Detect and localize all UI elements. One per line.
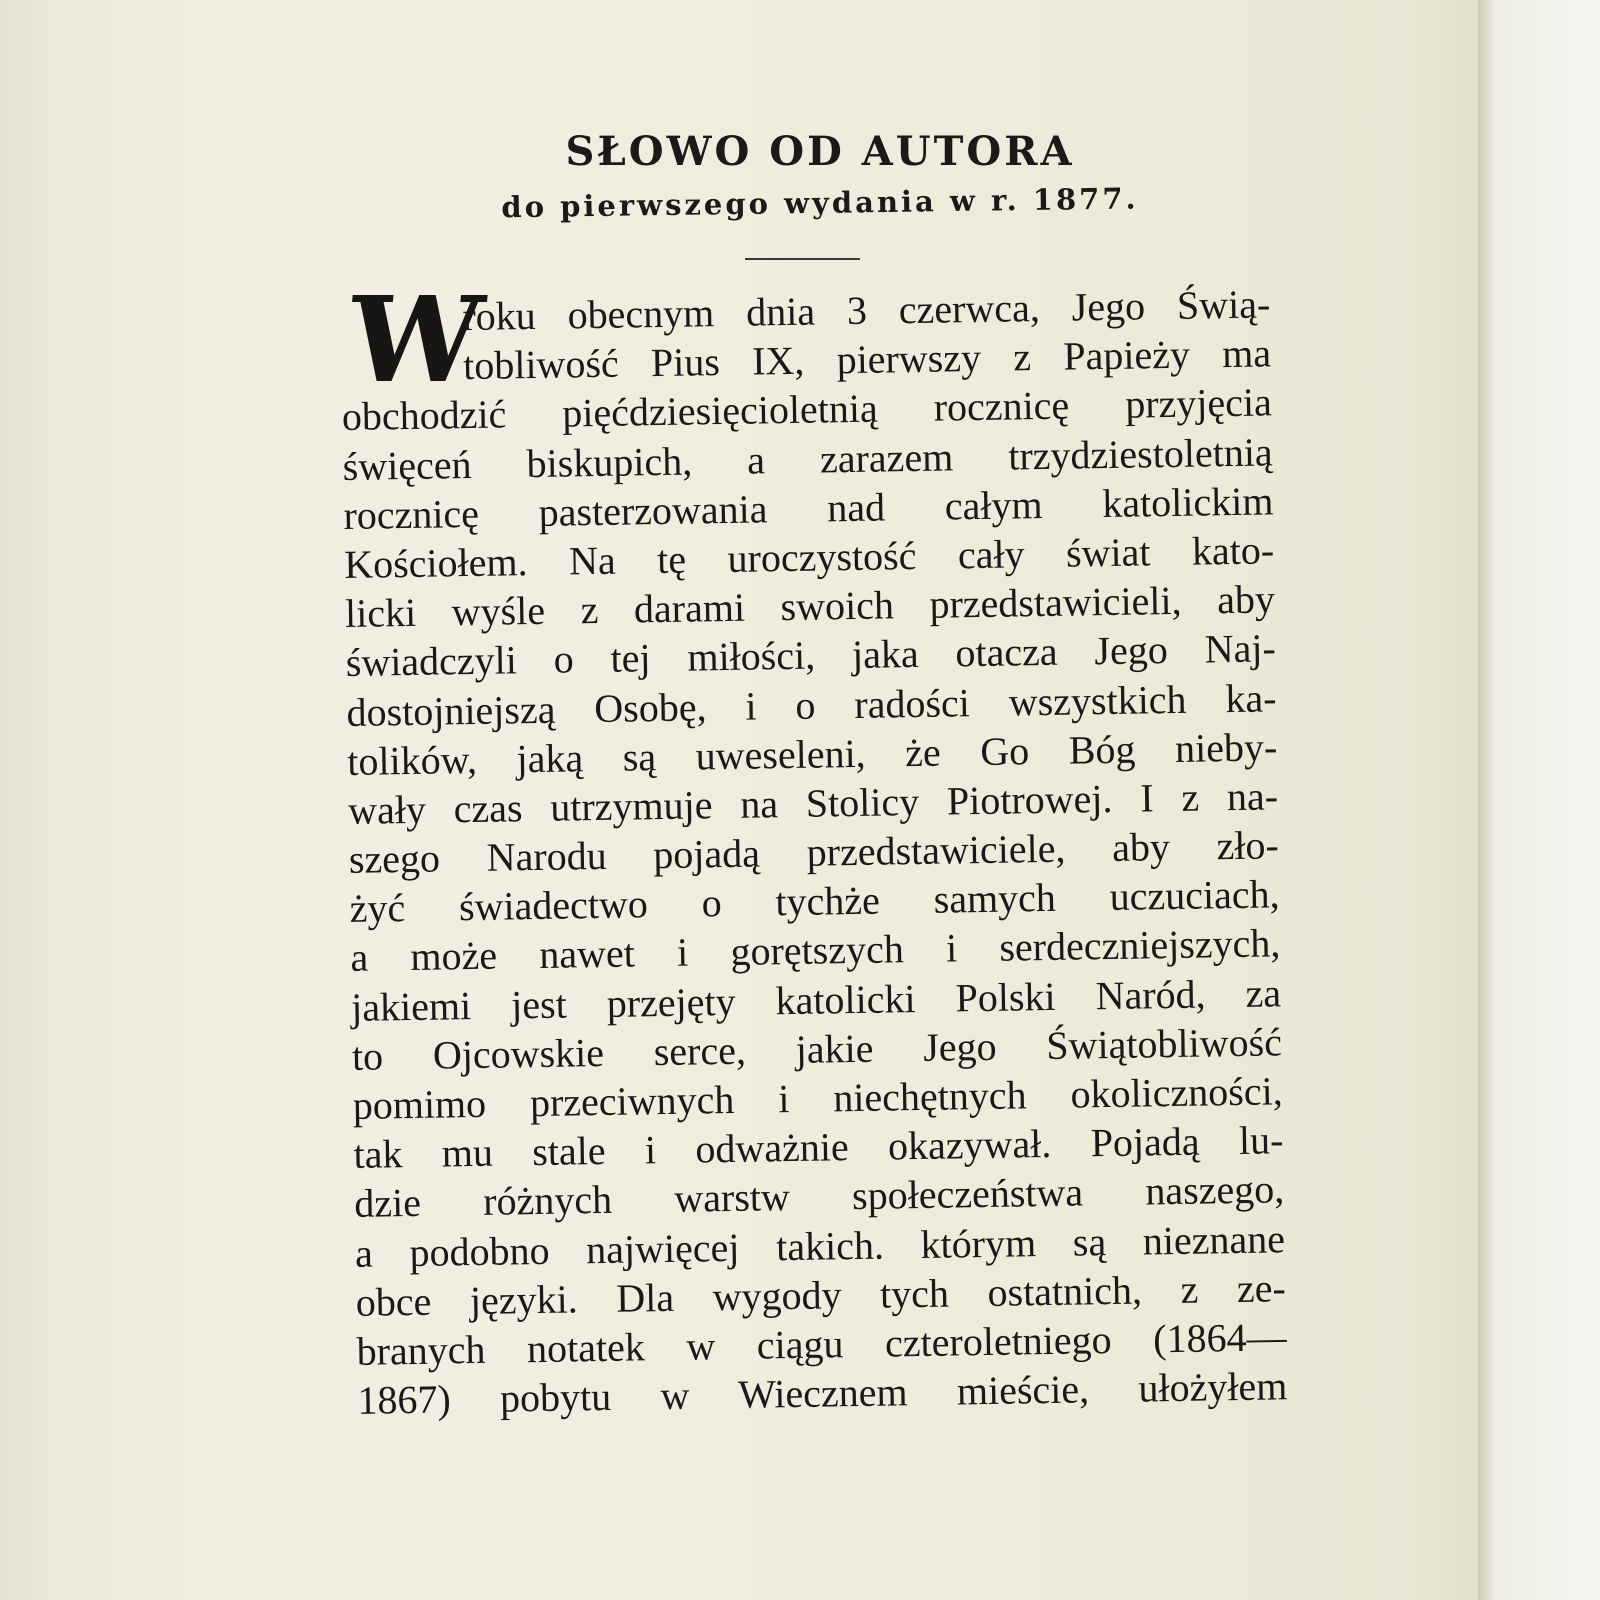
body-text <box>340 270 1288 1425</box>
text-line: rocznicę pasterzowania nad całym katolickim <box>343 478 1274 538</box>
drop-cap-initial: W <box>341 270 471 409</box>
text-line: dzie różnych warstw społeczeństwa naszego, <box>353 1166 1285 1227</box>
title-divider <box>745 258 860 260</box>
text-line: dostojniejszą Osobę, i o radości wszystkich ka- <box>346 674 1277 735</box>
text-line: licki wyśle z darami swoich przedstawicieli, aby <box>344 576 1276 637</box>
text-line: branych notatek w ciągu czteroletniego (1864— <box>356 1314 1287 1374</box>
text-line: a podobno najwięcej takich. którym są nieznane <box>354 1215 1286 1276</box>
page-title: SŁOWO OD AUTORA <box>565 128 1075 175</box>
page-edge <box>1478 0 1600 1600</box>
text-line: 1867) pobytu w Wiecznem mieście, ułożyłem <box>357 1363 1288 1423</box>
text-line: obce języki. Dla wygody tych ostatnich, z ze- <box>355 1265 1287 1325</box>
text-line: tolików, jaką są uweseleni, że Go Bóg nieby- <box>346 724 1278 784</box>
text-line: tak mu stale i odważnie okazywał. Pojadą lu- <box>353 1117 1284 1178</box>
text-line: obchodzić pięćdziesięcioletnią rocznicę przyjęcia <box>341 379 1273 440</box>
page-subtitle: do pierwszego wydania w r. 1877. <box>501 181 1139 225</box>
text-line: święceń biskupich, a zarazem trzydziestoletnią <box>342 428 1273 489</box>
text-line: roku obecnym dnia 3 czerwca, Jego Świą- <box>462 281 1271 340</box>
text-line: Kościołem. Na tę uroczystość cały świat kato- <box>343 527 1275 587</box>
text-line: pomimo przeciwnych i niechętnych okoliczności, <box>352 1068 1283 1128</box>
text-line: a może nawet i gorętszych i serdeczniejszych, <box>350 920 1281 981</box>
text-line: tobliwość Pius IX, pierwszy z Papieży ma <box>462 330 1272 389</box>
text-line: szego Narodu pojadą przedstawiciele, aby zło- <box>348 822 1280 882</box>
text-line: świadczyli o tej miłości, jaka otacza Jego Naj- <box>345 625 1277 686</box>
text-line: jakiemi jest przejęty katolicki Polski Naród, za <box>350 969 1282 1030</box>
text-line: wały czas utrzymuje na Stolicy Piotrowej. I z na- <box>347 773 1279 833</box>
text-line: żyć świadectwo o tychże samych uczuciach, <box>349 871 1280 932</box>
text-line: to Ojcowskie serce, jakie Jego Świątobliwość <box>351 1019 1283 1079</box>
